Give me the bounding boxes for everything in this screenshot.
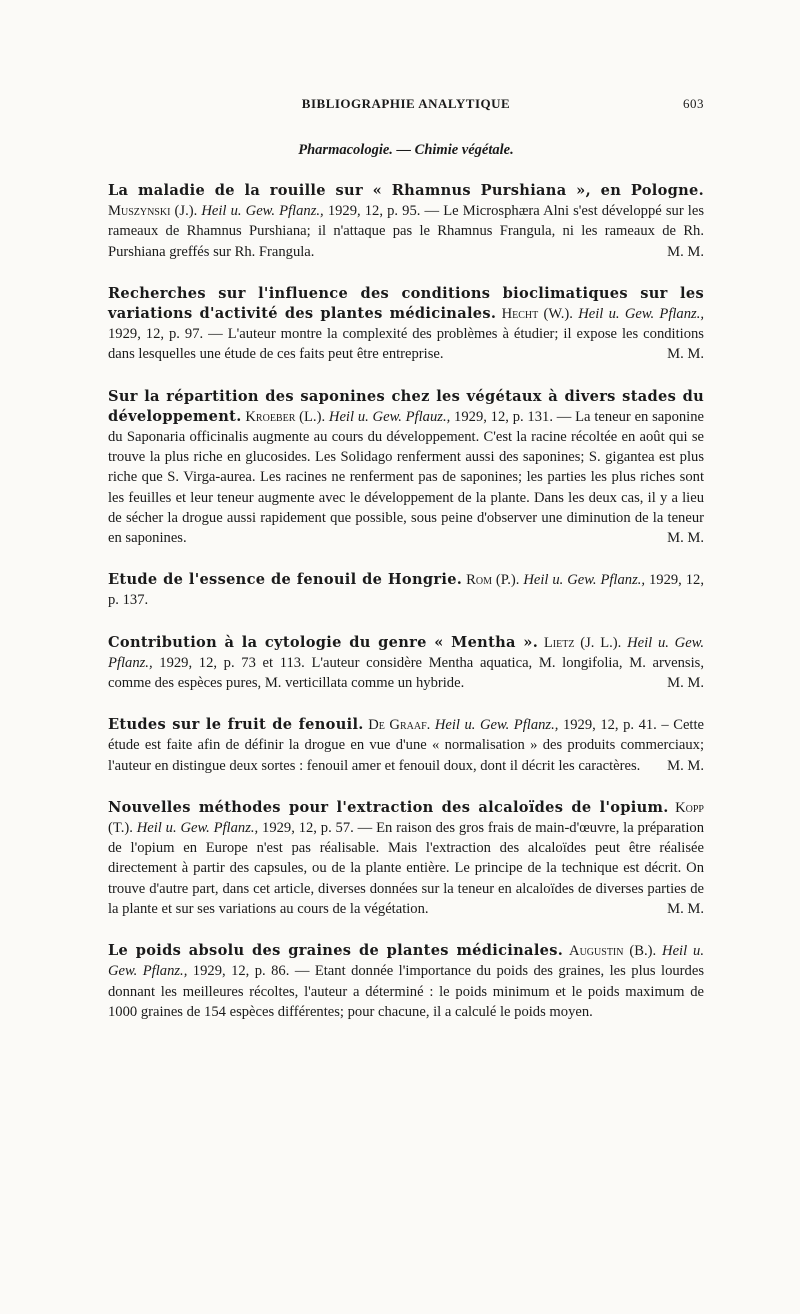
entry-citation: 1929, 12, p. 57. (262, 820, 354, 837)
entry-title: La maladie de la rouille sur « Rhamnus Purshiana », en Pologne. (108, 182, 704, 199)
entry-list (108, 181, 704, 1022)
entry-bioclimatic (108, 284, 704, 365)
entry-title: Recherches sur l'influence des conditions bioclimatiques sur les variations d'activité des plantes médicinales. (108, 284, 704, 323)
entry-title: Etude de l'essence de fenouil de Hongrie. (108, 571, 463, 589)
entry-body: L'auteur considère Mentha aquatica, M. longifolia, M. arvensis, comme des espèces pures, M. verticillata comme un hybride. (108, 654, 704, 692)
entry-body: — Le Microsphæra Alni s'est développé sur les rameaux de Rhamnus Purshiana; il n'attaque pas le Rhamnus Frangula, ni les rameaux de Rh. Purshiana greffés sur Rh. Frangula. (108, 203, 705, 260)
entry-seed-weight (108, 941, 704, 1022)
entry-author: Kopp (T.). (108, 799, 704, 837)
entry-body: — La teneur en saponine du Saponaria officinalis augmente au cours du développement. C'est la racine récoltée en août qui se trouve la plus riche en glucosides. Les Solidago renferment aussi des saponines; S. gigantea est plus riche que S. Virga-aurea. Les racines ne renferment pas de saponines; les parties les plus riches sont les feuilles et leur teneur augmente avec le développement de la plante. Dans les deux cas, il y a lieu de sécher la drogue aussi rapidement que possible, sous peine d'observer une diminution de la teneur en saponines. (108, 408, 705, 547)
entry-journal: Heil u. Gew. Pflanz., (578, 306, 705, 323)
entry-title: Contribution à la cytologie du genre « Mentha ». (108, 633, 539, 651)
entry-body: — Etant donnée l'importance du poids des graines, les plus lourdes donnant les meilleures récoltes, l'auteur a déterminé : le poids minimum et le poids maximum de 1000 graines de 154 espèces différentes; pour chacune, il a calculé le poids moyen. (108, 963, 704, 1020)
running-title: BIBLIOGRAPHIE ANALYTIQUE (301, 96, 511, 111)
entry-citation: 1929, 12, p. 131. (454, 408, 553, 425)
entry-author: Hecht (W.). (501, 306, 573, 323)
entry-body: — L'auteur montre la complexité des problèmes à étudier; il expose les conditions dans lesquelles une étude de ces faits peut être entreprise. (108, 326, 704, 363)
entry-mentha-cytology (108, 633, 704, 694)
entry-citation: 1929, 12, p. 73 et 113. (159, 654, 305, 671)
entry-title: Le poids absolu des graines de plantes médicinales. (108, 942, 564, 960)
entry-citation: 1929, 12, p. 41. (562, 717, 657, 734)
entry-rhamnus-rust (108, 181, 704, 262)
entry-journal: Heil u. Gew. Pflanz., (523, 572, 646, 589)
entry-journal: Heil u. Gew. Pflanz., (201, 203, 324, 220)
entry-signature: M. M. (667, 530, 704, 547)
entry-journal: Heil u. Gew. Pflanz., (108, 943, 704, 980)
entry-body: — En raison des gros frais de main-d'œuvre, la préparation de l'opium en Europe n'est pas réalisable. Mais l'extraction des alcaloïdes peut être réalisée directement à partir des capsules, ou de la plante entière. Le principe de la technique est décrit. On trouve d'autre part, dans cet article, diverses données sur la teneur en alcaloïdes de diverses parties de la plante et sur ses variations au cours de la végétation. (108, 820, 704, 917)
page-number: 603 (683, 96, 704, 111)
entry-opium-alkaloids (108, 798, 704, 919)
entry-author: Muszynski (J.). (108, 203, 198, 220)
entry-signature: M. M. (667, 346, 704, 363)
entry-citation: 1929, 12, p. 86. (192, 963, 290, 980)
entry-journal: Heil u. Gew. Pflauz., (328, 408, 451, 425)
entry-citation: 1929, 12, p. 97. (108, 326, 204, 343)
entry-signature: M. M. (667, 757, 704, 774)
entry-journal: Heil u. Gew. Pflanz., (108, 634, 704, 671)
entry-citation: 1929, 12, p. 95. (327, 203, 421, 220)
entry-journal: Heil u. Gew. Pflanz., (434, 717, 559, 734)
running-head (108, 96, 704, 118)
entry-author: Rom (P.). (466, 572, 520, 589)
entry-citation: 1929, 12, p. 137. (108, 572, 704, 609)
entry-signature: M. M. (667, 243, 704, 260)
entry-fennel-hungary (108, 570, 704, 610)
entry-journal: Heil u. Gew. Pflanz., (136, 820, 259, 837)
entry-saponins (108, 387, 704, 549)
entry-title: Etudes sur le fruit de fenouil. (108, 716, 364, 734)
entry-author: Kroeber (L.). (245, 408, 326, 425)
entry-title: Nouvelles méthodes pour l'extraction des alcaloïdes de l'opium. (108, 798, 669, 816)
entry-signature: M. M. (667, 900, 704, 917)
entry-fennel-fruit (108, 715, 704, 776)
section-heading: Pharmacologie. — Chimie végétale. (298, 142, 514, 158)
entry-author: Lietz (J. L.). (543, 634, 622, 651)
entry-author: Augustin (B.). (569, 943, 657, 960)
entry-author: De Graaf. (368, 717, 431, 734)
entry-body: – Cette étude est faite afin de définir la drogue en vue d'une « normalisation » des produits commerciaux; l'auteur en distingue deux sortes : fenouil amer et fenouil doux, dont il décrit les caractères. (108, 717, 705, 774)
entry-title: Sur la répartition des saponines chez les végétaux à divers stades du développement. (108, 387, 704, 425)
entry-signature: M. M. (667, 675, 704, 692)
